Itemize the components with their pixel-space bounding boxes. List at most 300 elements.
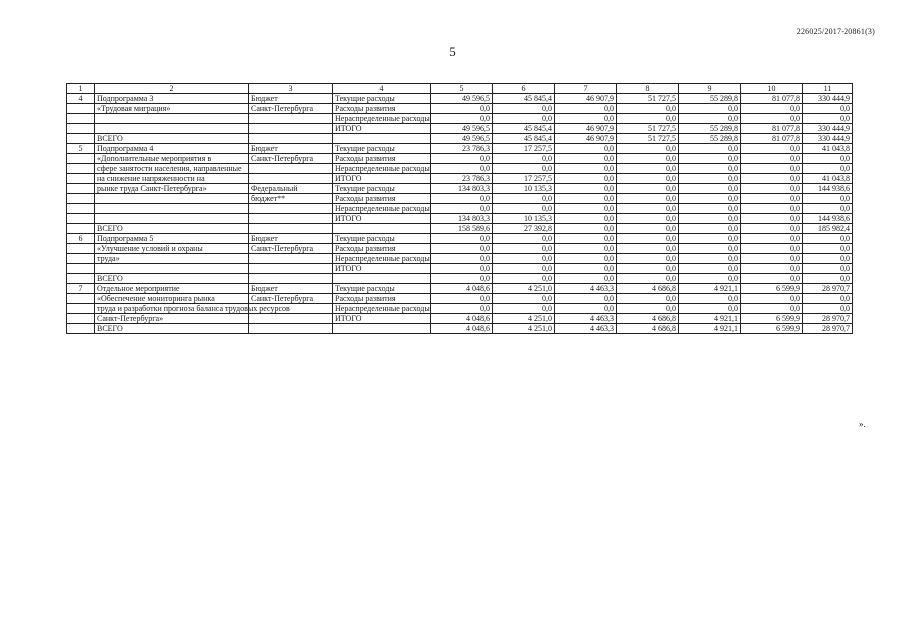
funding-source-cell: [249, 324, 333, 334]
amount-cell: 6 599,9: [741, 324, 803, 334]
table-row: [67, 214, 853, 224]
expense-type-cell: ИТОГО: [333, 264, 431, 274]
row-number-cell: [67, 264, 95, 274]
amount-cell: 0,0: [555, 104, 617, 114]
expense-type-cell: ИТОГО: [333, 174, 431, 184]
amount-cell: 4 048,6: [431, 324, 493, 334]
program-name-cell: «Трудовая миграция»: [95, 104, 249, 114]
amount-cell: 0,0: [555, 214, 617, 224]
amount-cell: 0,0: [679, 274, 741, 284]
row-number-cell: [67, 164, 95, 174]
amount-cell: 0,0: [741, 244, 803, 254]
expense-type-cell: Текущие расходы: [333, 144, 431, 154]
amount-cell: 0,0: [679, 184, 741, 194]
amount-cell: 46 907,9: [555, 134, 617, 144]
amount-cell: 0,0: [493, 204, 555, 214]
funding-source-cell: Федеральный: [249, 184, 333, 194]
amount-cell: 0,0: [741, 304, 803, 314]
amount-cell: 0,0: [679, 294, 741, 304]
amount-cell: 23 786,3: [431, 174, 493, 184]
amount-cell: 51 727,5: [617, 134, 679, 144]
amount-cell: 0,0: [617, 304, 679, 314]
amount-cell: 0,0: [555, 274, 617, 284]
amount-cell: 0,0: [555, 244, 617, 254]
amount-cell: 0,0: [431, 164, 493, 174]
amount-cell: 0,0: [555, 194, 617, 204]
amount-cell: 0,0: [431, 204, 493, 214]
row-number-cell: [67, 134, 95, 144]
amount-cell: 51 727,5: [617, 124, 679, 134]
expense-type-cell: Текущие расходы: [333, 94, 431, 104]
program-name-cell: [95, 264, 249, 274]
amount-cell: 0,0: [803, 274, 853, 284]
table-row: [67, 304, 853, 314]
amount-cell: 55 289,8: [679, 94, 741, 104]
amount-cell: 144 938,6: [803, 184, 853, 194]
amount-cell: 0,0: [679, 114, 741, 124]
funding-source-cell: [249, 274, 333, 284]
amount-cell: 0,0: [741, 174, 803, 184]
funding-source-cell: [249, 134, 333, 144]
amount-cell: 0,0: [741, 194, 803, 204]
amount-cell: 0,0: [555, 294, 617, 304]
expense-type-cell: Нераспределенные расходы: [333, 114, 431, 124]
row-number-cell: [67, 224, 95, 234]
table-row: [67, 254, 853, 264]
amount-cell: 0,0: [679, 154, 741, 164]
program-name-cell: ВСЕГО: [95, 324, 249, 334]
table-row: [67, 204, 853, 214]
amount-cell: 0,0: [617, 274, 679, 284]
amount-cell: 0,0: [679, 264, 741, 274]
table-row: [67, 274, 853, 284]
amount-cell: 0,0: [679, 234, 741, 244]
amount-cell: 0,0: [493, 114, 555, 124]
expense-type-cell: [333, 324, 431, 334]
amount-cell: 0,0: [555, 234, 617, 244]
column-number-cell: 5: [431, 84, 493, 94]
amount-cell: 0,0: [617, 164, 679, 174]
amount-cell: 0,0: [803, 254, 853, 264]
funding-source-cell: бюджет**: [249, 194, 333, 204]
amount-cell: 28 970,7: [803, 314, 853, 324]
budget-table: [66, 83, 853, 334]
expense-type-cell: Текущие расходы: [333, 234, 431, 244]
table-row: [67, 224, 853, 234]
amount-cell: 4 686,8: [617, 324, 679, 334]
funding-source-cell: Санкт-Петербурга: [249, 244, 333, 254]
amount-cell: 4 921,1: [679, 284, 741, 294]
table-row: [67, 264, 853, 274]
expense-type-cell: Нераспределенные расходы: [333, 254, 431, 264]
amount-cell: 0,0: [617, 234, 679, 244]
amount-cell: 0,0: [555, 184, 617, 194]
expense-type-cell: Нераспределенные расходы: [333, 164, 431, 174]
column-number-cell: 1: [67, 84, 95, 94]
amount-cell: 0,0: [741, 294, 803, 304]
closing-quote-mark: ».: [859, 419, 866, 429]
amount-cell: 0,0: [431, 114, 493, 124]
amount-cell: 0,0: [555, 264, 617, 274]
amount-cell: 0,0: [555, 164, 617, 174]
document-registration-number: 226025/2017-20861(3): [796, 27, 875, 36]
amount-cell: 0,0: [617, 264, 679, 274]
amount-cell: 0,0: [741, 204, 803, 214]
amount-cell: 0,0: [679, 204, 741, 214]
program-name-cell: Подпрограмма 3: [95, 94, 249, 104]
funding-source-cell: Санкт-Петербурга: [249, 154, 333, 164]
expense-type-cell: Расходы развития: [333, 194, 431, 204]
table-row: [67, 144, 853, 154]
program-name-cell: труда»: [95, 254, 249, 264]
funding-source-cell: Санкт-Петербурга: [249, 294, 333, 304]
amount-cell: 0,0: [555, 304, 617, 314]
expense-type-cell: [333, 134, 431, 144]
program-name-cell: труда и разработки прогноза баланса трудовых ресурсов: [95, 304, 249, 314]
funding-source-cell: [249, 214, 333, 224]
amount-cell: 0,0: [493, 294, 555, 304]
amount-cell: 0,0: [803, 304, 853, 314]
amount-cell: 330 444,9: [803, 134, 853, 144]
amount-cell: 23 786,3: [431, 144, 493, 154]
amount-cell: 0,0: [803, 294, 853, 304]
row-number-cell: 6: [67, 234, 95, 244]
expense-type-cell: ИТОГО: [333, 124, 431, 134]
program-name-cell: ВСЕГО: [95, 224, 249, 234]
funding-source-cell: Бюджет: [249, 144, 333, 154]
program-name-cell: «Дополнительные мероприятия в: [95, 154, 249, 164]
table-row: [67, 114, 853, 124]
program-name-cell: Подпрограмма 4: [95, 144, 249, 154]
amount-cell: 134 803,3: [431, 184, 493, 194]
funding-source-cell: [249, 224, 333, 234]
amount-cell: 0,0: [679, 254, 741, 264]
column-number-cell: 2: [95, 84, 249, 94]
amount-cell: 0,0: [555, 174, 617, 184]
program-name-cell: [95, 114, 249, 124]
amount-cell: 0,0: [803, 204, 853, 214]
amount-cell: 0,0: [679, 144, 741, 154]
amount-cell: 4 463,3: [555, 324, 617, 334]
amount-cell: 0,0: [617, 184, 679, 194]
amount-cell: 4 686,8: [617, 314, 679, 324]
expense-type-cell: Расходы развития: [333, 154, 431, 164]
row-number-cell: [67, 204, 95, 214]
amount-cell: 0,0: [741, 184, 803, 194]
amount-cell: 0,0: [679, 214, 741, 224]
table-row: [67, 104, 853, 114]
amount-cell: 0,0: [679, 194, 741, 204]
amount-cell: 0,0: [679, 104, 741, 114]
amount-cell: 6 599,9: [741, 284, 803, 294]
amount-cell: 0,0: [617, 244, 679, 254]
amount-cell: 0,0: [741, 274, 803, 284]
row-number-cell: [67, 214, 95, 224]
amount-cell: 0,0: [741, 264, 803, 274]
amount-cell: 4 251,0: [493, 314, 555, 324]
amount-cell: 185 982,4: [803, 224, 853, 234]
expense-type-cell: Расходы развития: [333, 104, 431, 114]
amount-cell: 0,0: [431, 264, 493, 274]
table-row: [67, 154, 853, 164]
table-row: [67, 184, 853, 194]
amount-cell: 0,0: [493, 244, 555, 254]
amount-cell: 0,0: [493, 274, 555, 284]
expense-type-cell: Нераспределенные расходы: [333, 204, 431, 214]
table-row: [67, 234, 853, 244]
amount-cell: 49 596,5: [431, 124, 493, 134]
table-row: [67, 174, 853, 184]
amount-cell: 55 289,8: [679, 134, 741, 144]
amount-cell: 0,0: [431, 304, 493, 314]
amount-cell: 0,0: [431, 154, 493, 164]
table-row: [67, 284, 853, 294]
column-number-cell: 11: [803, 84, 853, 94]
table-row: [67, 164, 853, 174]
amount-cell: 0,0: [431, 254, 493, 264]
funding-source-cell: [249, 164, 333, 174]
amount-cell: 0,0: [493, 164, 555, 174]
row-number-cell: [67, 314, 95, 324]
amount-cell: 0,0: [803, 194, 853, 204]
funding-source-cell: [249, 264, 333, 274]
amount-cell: 28 970,7: [803, 284, 853, 294]
funding-source-cell: Бюджет: [249, 284, 333, 294]
amount-cell: 0,0: [617, 174, 679, 184]
amount-cell: 0,0: [431, 274, 493, 284]
amount-cell: 10 135,3: [493, 184, 555, 194]
amount-cell: 0,0: [617, 104, 679, 114]
funding-source-cell: [249, 254, 333, 264]
amount-cell: 51 727,5: [617, 94, 679, 104]
column-number-cell: 4: [333, 84, 431, 94]
expense-type-cell: [333, 224, 431, 234]
amount-cell: 0,0: [493, 264, 555, 274]
amount-cell: 81 077,8: [741, 134, 803, 144]
amount-cell: 49 596,5: [431, 94, 493, 104]
amount-cell: 0,0: [803, 264, 853, 274]
table-row: [67, 194, 853, 204]
amount-cell: 0,0: [493, 254, 555, 264]
amount-cell: 0,0: [741, 104, 803, 114]
program-name-cell: Санкт-Петербурга»: [95, 314, 249, 324]
table-row: [67, 244, 853, 254]
amount-cell: 0,0: [741, 234, 803, 244]
table-row: [67, 134, 853, 144]
amount-cell: 0,0: [493, 104, 555, 114]
row-number-cell: [67, 124, 95, 134]
amount-cell: 0,0: [555, 254, 617, 264]
amount-cell: 81 077,8: [741, 124, 803, 134]
amount-cell: 330 444,9: [803, 124, 853, 134]
program-name-cell: [95, 214, 249, 224]
amount-cell: 0,0: [431, 244, 493, 254]
amount-cell: 4 921,1: [679, 314, 741, 324]
amount-cell: 41 043,8: [803, 144, 853, 154]
row-number-cell: [67, 274, 95, 284]
funding-source-cell: [249, 314, 333, 324]
amount-cell: 0,0: [493, 234, 555, 244]
program-name-cell: рынке труда Санкт-Петербурга»: [95, 184, 249, 194]
amount-cell: 0,0: [741, 164, 803, 174]
row-number-cell: [67, 304, 95, 314]
amount-cell: 0,0: [741, 224, 803, 234]
amount-cell: 0,0: [555, 114, 617, 124]
program-name-cell: Отдельное мероприятие: [95, 284, 249, 294]
table-row: [67, 294, 853, 304]
amount-cell: 4 463,3: [555, 314, 617, 324]
row-number-cell: [67, 294, 95, 304]
amount-cell: 4 921,1: [679, 324, 741, 334]
amount-cell: 0,0: [617, 294, 679, 304]
amount-cell: 134 803,3: [431, 214, 493, 224]
amount-cell: 0,0: [741, 214, 803, 224]
amount-cell: 81 077,8: [741, 94, 803, 104]
amount-cell: 46 907,9: [555, 124, 617, 134]
table-row: [67, 314, 853, 324]
amount-cell: 0,0: [741, 254, 803, 264]
amount-cell: 55 289,8: [679, 124, 741, 134]
amount-cell: 0,0: [431, 104, 493, 114]
amount-cell: 0,0: [617, 254, 679, 264]
row-number-cell: [67, 104, 95, 114]
amount-cell: 27 392,8: [493, 224, 555, 234]
amount-cell: 0,0: [803, 104, 853, 114]
amount-cell: 49 596,5: [431, 134, 493, 144]
amount-cell: 0,0: [741, 154, 803, 164]
funding-source-cell: Бюджет: [249, 234, 333, 244]
row-number-cell: 5: [67, 144, 95, 154]
amount-cell: 45 845,4: [493, 124, 555, 134]
expense-type-cell: Расходы развития: [333, 244, 431, 254]
expense-type-cell: Текущие расходы: [333, 184, 431, 194]
row-number-cell: 7: [67, 284, 95, 294]
program-name-cell: [95, 124, 249, 134]
program-name-cell: «Обеспечение мониторинга рынка: [95, 294, 249, 304]
column-number-cell: 9: [679, 84, 741, 94]
amount-cell: 0,0: [431, 194, 493, 204]
program-name-cell: на снижение напряженности на: [95, 174, 249, 184]
amount-cell: 0,0: [617, 154, 679, 164]
amount-cell: 4 686,8: [617, 284, 679, 294]
row-number-cell: [67, 194, 95, 204]
amount-cell: 0,0: [617, 224, 679, 234]
amount-cell: 0,0: [741, 144, 803, 154]
amount-cell: 41 043,8: [803, 174, 853, 184]
amount-cell: 4 251,0: [493, 324, 555, 334]
program-name-cell: ВСЕГО: [95, 274, 249, 284]
amount-cell: 0,0: [555, 204, 617, 214]
column-number-cell: 10: [741, 84, 803, 94]
amount-cell: 158 589,6: [431, 224, 493, 234]
funding-source-cell: Бюджет: [249, 94, 333, 104]
row-number-cell: 4: [67, 94, 95, 104]
program-name-cell: [95, 194, 249, 204]
amount-cell: 0,0: [617, 204, 679, 214]
row-number-cell: [67, 254, 95, 264]
row-number-cell: [67, 174, 95, 184]
amount-cell: 0,0: [679, 164, 741, 174]
table-row: [67, 324, 853, 334]
amount-cell: 0,0: [617, 144, 679, 154]
amount-cell: 0,0: [803, 154, 853, 164]
amount-cell: 0,0: [741, 114, 803, 124]
amount-cell: 0,0: [555, 154, 617, 164]
expense-type-cell: ИТОГО: [333, 314, 431, 324]
amount-cell: 0,0: [555, 224, 617, 234]
amount-cell: 0,0: [617, 214, 679, 224]
amount-cell: 0,0: [803, 244, 853, 254]
column-number-cell: 8: [617, 84, 679, 94]
amount-cell: 4 048,6: [431, 284, 493, 294]
program-name-cell: Подпрограмма 5: [95, 234, 249, 244]
row-number-cell: [67, 154, 95, 164]
row-number-cell: [67, 244, 95, 254]
program-name-cell: [95, 204, 249, 214]
funding-source-cell: [249, 204, 333, 214]
amount-cell: 0,0: [617, 194, 679, 204]
amount-cell: 0,0: [679, 174, 741, 184]
amount-cell: 330 444,9: [803, 94, 853, 104]
amount-cell: 0,0: [679, 224, 741, 234]
amount-cell: 0,0: [493, 194, 555, 204]
amount-cell: 0,0: [617, 114, 679, 124]
amount-cell: 0,0: [431, 234, 493, 244]
amount-cell: 4 463,3: [555, 284, 617, 294]
amount-cell: 28 970,7: [803, 324, 853, 334]
expense-type-cell: ИТОГО: [333, 214, 431, 224]
amount-cell: 0,0: [431, 294, 493, 304]
program-name-cell: сфере занятости населения, направленные: [95, 164, 249, 174]
amount-cell: 45 845,4: [493, 134, 555, 144]
column-number-cell: 3: [249, 84, 333, 94]
amount-cell: 10 135,3: [493, 214, 555, 224]
program-name-cell: ВСЕГО: [95, 134, 249, 144]
expense-type-cell: Нераспределенные расходы: [333, 304, 431, 314]
amount-cell: 45 845,4: [493, 94, 555, 104]
funding-source-cell: [249, 114, 333, 124]
row-number-cell: [67, 114, 95, 124]
page-number: 5: [449, 44, 456, 59]
column-number-cell: 7: [555, 84, 617, 94]
amount-cell: 4 048,6: [431, 314, 493, 324]
funding-source-cell: [249, 174, 333, 184]
amount-cell: 0,0: [803, 164, 853, 174]
amount-cell: 0,0: [493, 154, 555, 164]
row-number-cell: [67, 324, 95, 334]
amount-cell: 4 251,0: [493, 284, 555, 294]
expense-type-cell: Текущие расходы: [333, 284, 431, 294]
column-number-cell: 6: [493, 84, 555, 94]
amount-cell: 0,0: [493, 304, 555, 314]
amount-cell: 0,0: [679, 304, 741, 314]
table-row: [67, 94, 853, 104]
table-row: [67, 124, 853, 134]
amount-cell: 0,0: [555, 144, 617, 154]
amount-cell: 6 599,9: [741, 314, 803, 324]
funding-source-cell: [249, 124, 333, 134]
amount-cell: 17 257,5: [493, 174, 555, 184]
funding-source-cell: Санкт-Петербурга: [249, 104, 333, 114]
amount-cell: 144 938,6: [803, 214, 853, 224]
amount-cell: 0,0: [803, 114, 853, 124]
program-name-cell: «Улучшение условий и охраны: [95, 244, 249, 254]
column-number-row: [67, 84, 853, 94]
amount-cell: 0,0: [679, 244, 741, 254]
row-number-cell: [67, 184, 95, 194]
amount-cell: 46 907,9: [555, 94, 617, 104]
amount-cell: 17 257,5: [493, 144, 555, 154]
